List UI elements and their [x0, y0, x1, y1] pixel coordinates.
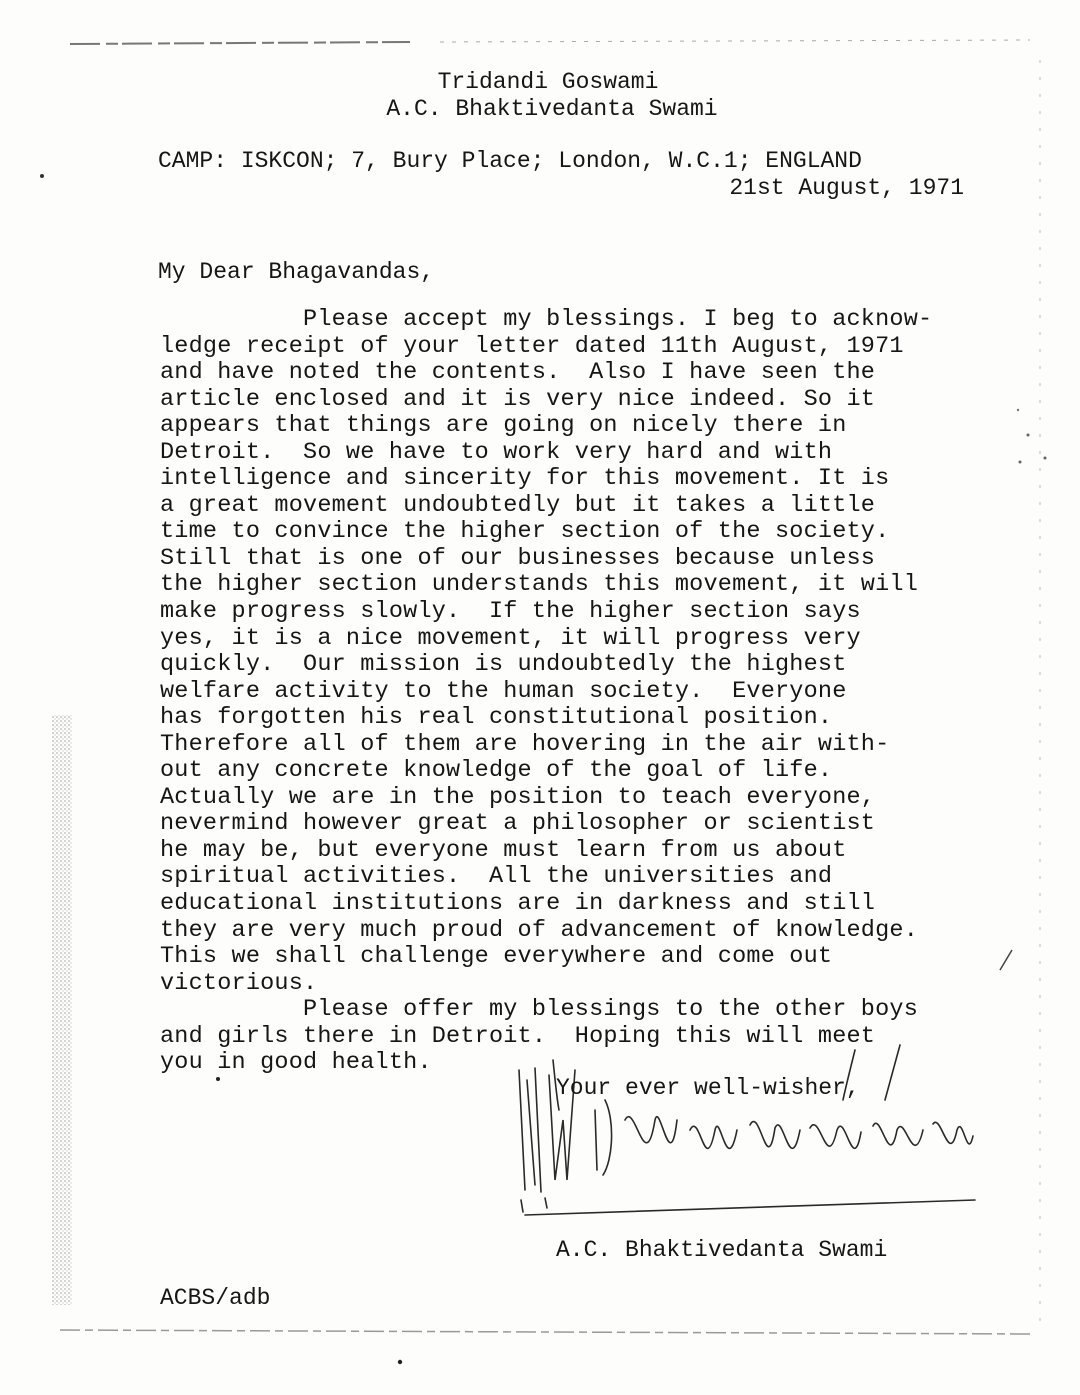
body-line: victorious.	[160, 969, 318, 997]
letterhead-name: A.C. Bhaktivedanta Swami	[386, 96, 718, 122]
body-line: and girls there in Detroit. Hoping this will meet	[160, 1022, 876, 1050]
body-line: Detroit. So we have to work very hard and with	[160, 438, 833, 466]
closing: Your ever well-wisher,	[556, 1075, 860, 1101]
letterhead-title: Tridandi Goswami	[437, 69, 659, 95]
signatory-name: A.C. Bhaktivedanta Swami	[556, 1237, 888, 1263]
body-line: out any concrete knowledge of the goal of life.	[160, 757, 833, 785]
body-line: has forgotten his real constitutional position.	[160, 704, 833, 732]
body-line: This we shall challenge everywhere and come out	[160, 943, 833, 971]
salutation: My Dear Bhagavandas,	[158, 259, 435, 285]
body-line: Please offer my blessings to the other boys	[160, 996, 919, 1024]
body-line: they are very much proud of advancement of knowledge.	[160, 916, 919, 944]
body-line: time to convince the higher section of the society.	[160, 518, 890, 546]
body-line: spiritual activities. All the universities and	[160, 863, 833, 891]
body-line: make progress slowly. If the higher section says	[160, 598, 861, 626]
body-line: Actually we are in the position to teach everyone,	[160, 783, 876, 811]
body-line: quickly. Our mission is undoubtedly the highest	[160, 651, 847, 679]
body-line: Please accept my blessings. I beg to acknow-	[160, 306, 933, 333]
body-line: intelligence and sincerity for this movement. It is	[160, 465, 890, 493]
body-line: educational institutions are in darkness and still	[160, 890, 876, 918]
body-line: you in good health.	[160, 1049, 432, 1077]
body-line: he may be, but everyone must learn from us about	[160, 836, 847, 864]
camp-address: CAMP: ISKCON; 7, Bury Place; London, W.C.1; ENGLAND	[158, 148, 862, 174]
body-line: ledge receipt of your letter dated 11th August, 1971	[160, 332, 904, 360]
body-line: article enclosed and it is very nice indeed. So it	[160, 385, 876, 413]
body-line: a great movement undoubtedly but it takes a little	[160, 491, 876, 519]
body-line: yes, it is a nice movement, it will progress very	[160, 624, 861, 652]
body-line: Therefore all of them are hovering in the air with-	[160, 730, 890, 758]
letter-date: 21st August, 1971	[729, 175, 964, 201]
body-line: and have noted the contents. Also I have seen the	[160, 359, 876, 387]
handwritten-signature	[505, 1040, 985, 1240]
body-line: Still that is one of our businesses because unless	[160, 544, 876, 572]
letter-body	[160, 307, 932, 1077]
body-line: appears that things are going on nicely there in	[160, 412, 847, 440]
body-line: nevermind however great a philosopher or scientist	[160, 810, 876, 838]
body-line: the higher section understands this movement, it will	[160, 571, 919, 599]
body-line: welfare activity to the human society. Everyone	[160, 677, 847, 705]
reference-initials: ACBS/adb	[160, 1285, 271, 1311]
